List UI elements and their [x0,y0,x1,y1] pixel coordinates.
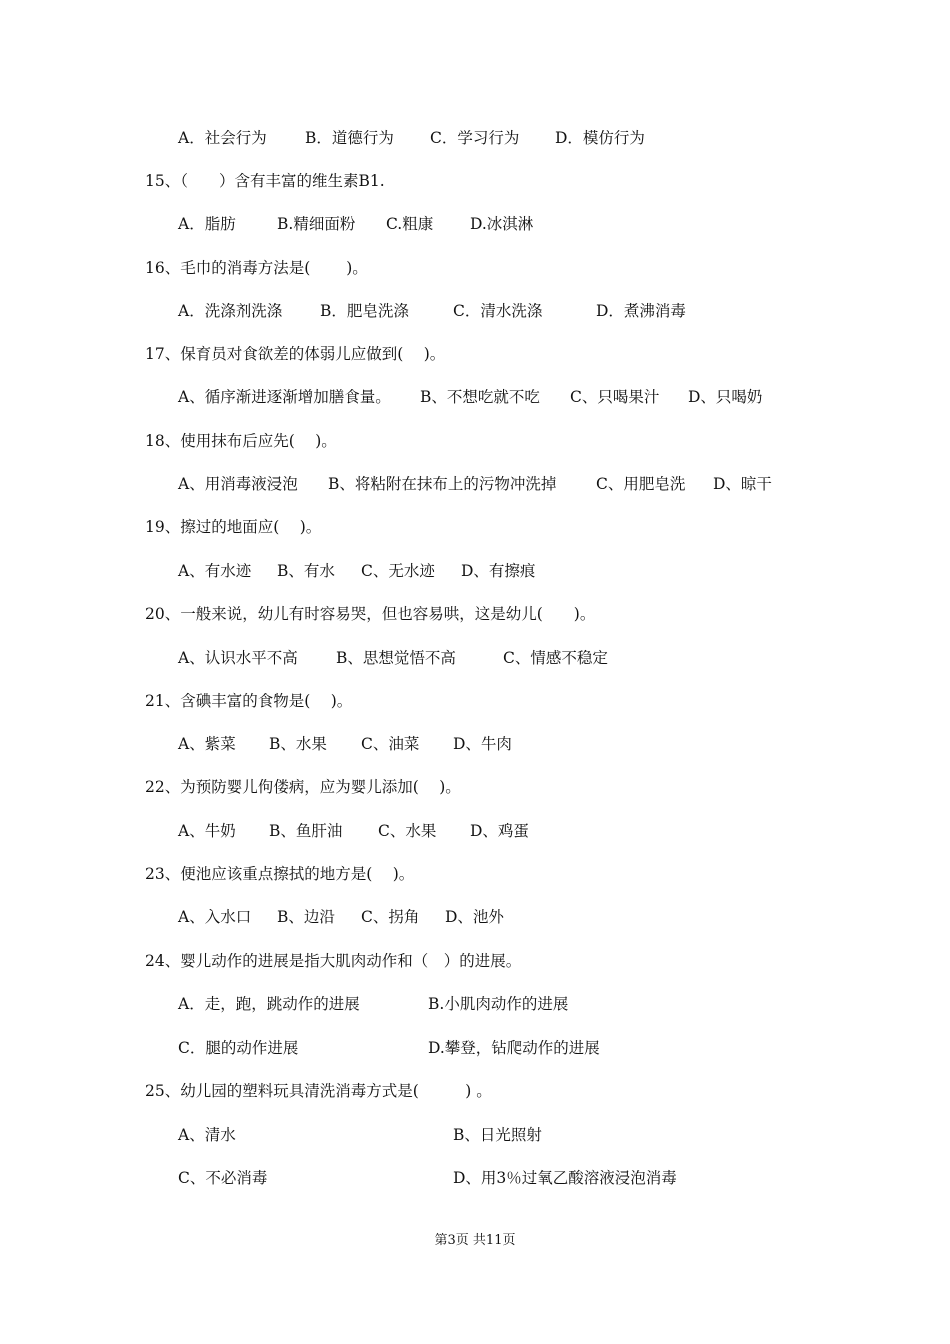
option: B.小肌肉动作的进展 [428,995,569,1013]
option: B、不想吃就不吃 [420,388,540,406]
option: C．腿的动作进展 [178,1039,299,1057]
option: C、不必消毒 [178,1169,268,1187]
option: C．清水洗涤 [453,302,543,320]
option: A、有水迹 [178,562,252,580]
option: B、有水 [277,562,335,580]
option: A、用消毒液浸泡 [178,475,298,493]
question-text: 18、使用抹布后应先( )。 [145,432,337,450]
option: C、拐角 [361,908,420,926]
option: A、紫菜 [178,735,236,753]
question-text: 20、一般来说，幼儿有时容易哭，但也容易哄，这是幼儿( )。 [145,605,596,623]
option: D、只喝奶 [688,388,763,406]
option: A．社会行为 [178,129,267,147]
option: B、思想觉悟不高 [336,649,456,667]
option: D、有擦痕 [461,562,536,580]
option: C、水果 [378,822,437,840]
option: C、无水迹 [361,562,435,580]
option: C、情感不稳定 [503,649,608,667]
option: B．肥皂洗涤 [320,302,409,320]
option: B、将粘附在抹布上的污物冲洗掉 [328,475,557,493]
option: B、鱼肝油 [269,822,343,840]
option: B、日光照射 [453,1126,542,1144]
option: A．洗涤剂洗涤 [178,302,283,320]
question-text: 17、保育员对食欲差的体弱儿应做到( )。 [145,345,446,363]
option: C.粗康 [386,215,434,233]
question-text: 16、毛巾的消毒方法是( )。 [145,259,368,277]
option: A、循序渐进逐渐增加膳食量。 [178,388,391,406]
question-text: 24、婴儿动作的进展是指大肌肉动作和（ ）的进展。 [145,952,522,970]
question-text: 19、擦过的地面应( )。 [145,518,322,536]
option: D、池外 [445,908,504,926]
option: C、油菜 [361,735,420,753]
option: D．煮沸消毒 [596,302,686,320]
option: A、入水口 [178,908,252,926]
option: D、用3％过氧乙酸溶液浸泡消毒 [453,1169,677,1187]
option: B、水果 [269,735,327,753]
option: A．走，跑，跳动作的进展 [178,995,360,1013]
option: B.精细面粉 [277,215,356,233]
question-text: 22、为预防婴儿佝偻病，应为婴儿添加( )。 [145,778,461,796]
option: A、清水 [178,1126,236,1144]
question-text: 15、（ ）含有丰富的维生素B1. [145,172,385,190]
option: A、牛奶 [178,822,236,840]
option: A、认识水平不高 [178,649,298,667]
option: B．道德行为 [305,129,394,147]
option: D.攀登，钻爬动作的进展 [428,1039,600,1057]
option: B、边沿 [277,908,335,926]
option: D、牛肉 [453,735,512,753]
option: C、用肥皂洗 [596,475,686,493]
option: D、晾干 [713,475,772,493]
page-footer: 第3页 共11页 [434,1233,516,1248]
question-text: 25、幼儿园的塑料玩具清洗消毒方式是( ) 。 [145,1082,492,1100]
question-text: 21、含碘丰富的食物是( )。 [145,692,353,710]
option: A．脂肪 [178,215,236,233]
option: D．模仿行为 [555,129,645,147]
option: D、鸡蛋 [470,822,529,840]
option: C．学习行为 [430,129,520,147]
option: D.冰淇淋 [470,215,534,233]
option: C、只喝果汁 [570,388,660,406]
question-text: 23、便池应该重点擦拭的地方是( )。 [145,865,415,883]
